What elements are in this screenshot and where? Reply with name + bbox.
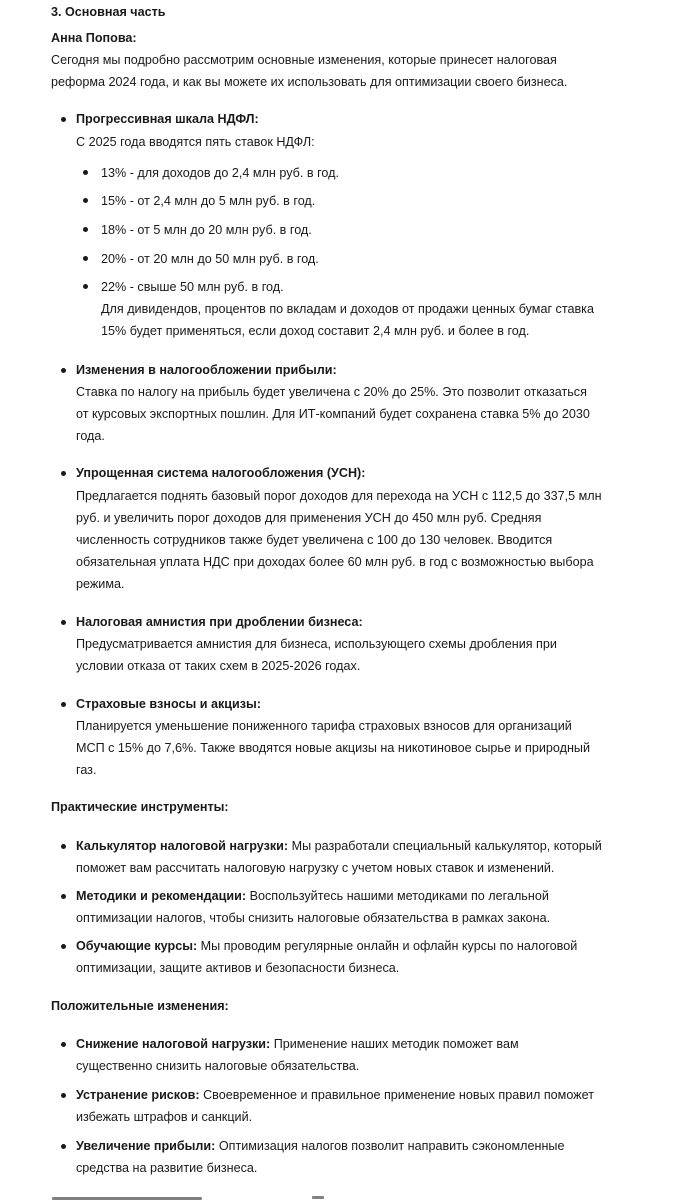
- positive-item-label: Снижение налоговой нагрузки:: [76, 1037, 271, 1051]
- amnesty-body-line: Предусматривается амнистия для бизнеса, использующего схемы дробления при: [76, 637, 557, 651]
- bullet-icon: [83, 198, 88, 203]
- intro-line: реформа 2024 года, и как вы можете их использовать для оптимизации своего бизнеса.: [51, 75, 568, 89]
- bullet-icon: [61, 844, 66, 849]
- cutoff-text-fragment: [0, 1192, 685, 1200]
- tools-item-line2: поможет вам рассчитать налоговую нагрузку с учетом новых ставок и изменений.: [76, 861, 555, 875]
- tools-item-text: Мы проводим регулярные онлайн и офлайн курсы по налоговой: [197, 939, 578, 953]
- positive-item-line2: существенно снизить налоговые обязательства.: [76, 1059, 360, 1073]
- positive-item-line1: [76, 1033, 519, 1055]
- usn-title: Упрощенная система налогообложения (УСН):: [76, 466, 366, 480]
- ndfl-note-line: 15% будет применяться, если доход составит 2,4 млн руб. и более в год.: [101, 324, 530, 338]
- positive-item-text: Своевременное и правильное применение новых правил поможет: [199, 1088, 594, 1102]
- bullet-icon: [83, 170, 88, 175]
- insurance-title: Страховые взносы и акцизы:: [76, 697, 261, 711]
- positive-item-label: Увеличение прибыли:: [76, 1139, 216, 1153]
- ndfl-rate-item: 20% - от 20 млн до 50 млн руб. в год.: [101, 252, 319, 266]
- speaker-name: Анна Попова:: [51, 31, 137, 45]
- bullet-icon: [61, 117, 66, 122]
- tools-item-text: Воспользуйтесь нашими методиками по легальной: [246, 889, 549, 903]
- bullet-icon: [83, 284, 88, 289]
- tools-item-line2: оптимизации налогов, чтобы снизить налоговые обязательства в рамках закона.: [76, 911, 551, 925]
- bullet-icon: [61, 702, 66, 707]
- bullet-icon: [61, 1042, 66, 1047]
- ndfl-lead: С 2025 года вводятся пять ставок НДФЛ:: [76, 135, 315, 149]
- ndfl-note-line: Для дивидендов, процентов по вкладам и доходов от продажи ценных бумаг ставка: [101, 302, 594, 316]
- usn-body-line: численность сотрудников также будет увеличена с 100 до 130 человек. Вводится: [76, 533, 553, 547]
- positive-item-label: Устранение рисков:: [76, 1088, 200, 1102]
- positive-item-text: Применение наших методик поможет вам: [270, 1037, 519, 1051]
- positive-heading: Положительные изменения:: [51, 999, 229, 1013]
- section-title: 3. Основная часть: [51, 5, 166, 19]
- positive-item-line2: избежать штрафов и санкций.: [76, 1110, 253, 1124]
- ndfl-rate-item: 13% - для доходов до 2,4 млн руб. в год.: [101, 166, 339, 180]
- bullet-icon: [61, 471, 66, 476]
- usn-body-line: Предлагается поднять базовый порог доходов для перехода на УСН с 112,5 до 337,5 млн: [76, 489, 602, 503]
- tools-heading: Практические инструменты:: [51, 800, 229, 814]
- insurance-body-line: Планируется уменьшение пониженного тарифа страховых взносов для организаций: [76, 719, 572, 733]
- bullet-icon: [83, 256, 88, 261]
- positive-item-line1: [76, 1135, 564, 1157]
- ndfl-rate-item: 15% - от 2,4 млн до 5 млн руб. в год.: [101, 194, 316, 208]
- bullet-icon: [83, 227, 88, 232]
- bullet-icon: [61, 944, 66, 949]
- profit-body-line: года.: [76, 429, 105, 443]
- amnesty-body-line: условии отказа от таких схем в 2025-2026 годах.: [76, 659, 361, 673]
- usn-body-line: обязательная уплата НДС при доходах более 60 млн руб. в год с возможностью выбора: [76, 555, 594, 569]
- usn-body-line: руб. и увеличить порог доходов для применения УСН до 450 млн руб. Средняя: [76, 511, 542, 525]
- ndfl-title: Прогрессивная шкала НДФЛ:: [76, 112, 259, 126]
- tools-item-line1: [76, 835, 602, 857]
- tools-item-label: Методики и рекомендации:: [76, 889, 247, 903]
- positive-item-text: Оптимизация налогов позволит направить сэкономленные: [215, 1139, 565, 1153]
- ndfl-rate-item: 18% - от 5 млн до 20 млн руб. в год.: [101, 223, 312, 237]
- usn-body-line: режима.: [76, 577, 125, 591]
- insurance-body-line: МСП с 15% до 7,6%. Также вводятся новые акцизы на никотиновое сырье и природный: [76, 741, 590, 755]
- tools-item-line1: [76, 885, 549, 907]
- bullet-icon: [61, 894, 66, 899]
- bullet-icon: [61, 1144, 66, 1149]
- profit-body-line: Ставка по налогу на прибыль будет увеличена с 20% до 25%. Это позволит отказаться: [76, 385, 587, 399]
- profit-body-line: от курсовых экспортных пошлин. Для ИТ-компаний будет сохранена ставка 5% до 2030: [76, 407, 590, 421]
- tools-item-line2: оптимизации, защите активов и безопасности бизнеса.: [76, 961, 400, 975]
- tools-item-label: Обучающие курсы:: [76, 939, 198, 953]
- tools-item-text: Мы разработали специальный калькулятор, который: [288, 839, 602, 853]
- tools-item-label: Калькулятор налоговой нагрузки:: [76, 839, 289, 853]
- bullet-icon: [61, 368, 66, 373]
- insurance-body-line: газ.: [76, 763, 97, 777]
- ndfl-rate-item: 22% - свыше 50 млн руб. в год.: [101, 280, 284, 294]
- cutoff-text-ghost: [312, 1196, 324, 1199]
- intro-line: Сегодня мы подробно рассмотрим основные изменения, которые принесет налоговая: [51, 53, 557, 67]
- bullet-icon: [61, 620, 66, 625]
- positive-item-line2: средства на развитие бизнеса.: [76, 1161, 258, 1175]
- profit-title: Изменения в налогообложении прибыли:: [76, 363, 337, 377]
- positive-item-line1: [76, 1084, 594, 1106]
- bullet-icon: [61, 1093, 66, 1098]
- tools-item-line1: [76, 935, 577, 957]
- amnesty-title: Налоговая амнистия при дроблении бизнеса:: [76, 615, 363, 629]
